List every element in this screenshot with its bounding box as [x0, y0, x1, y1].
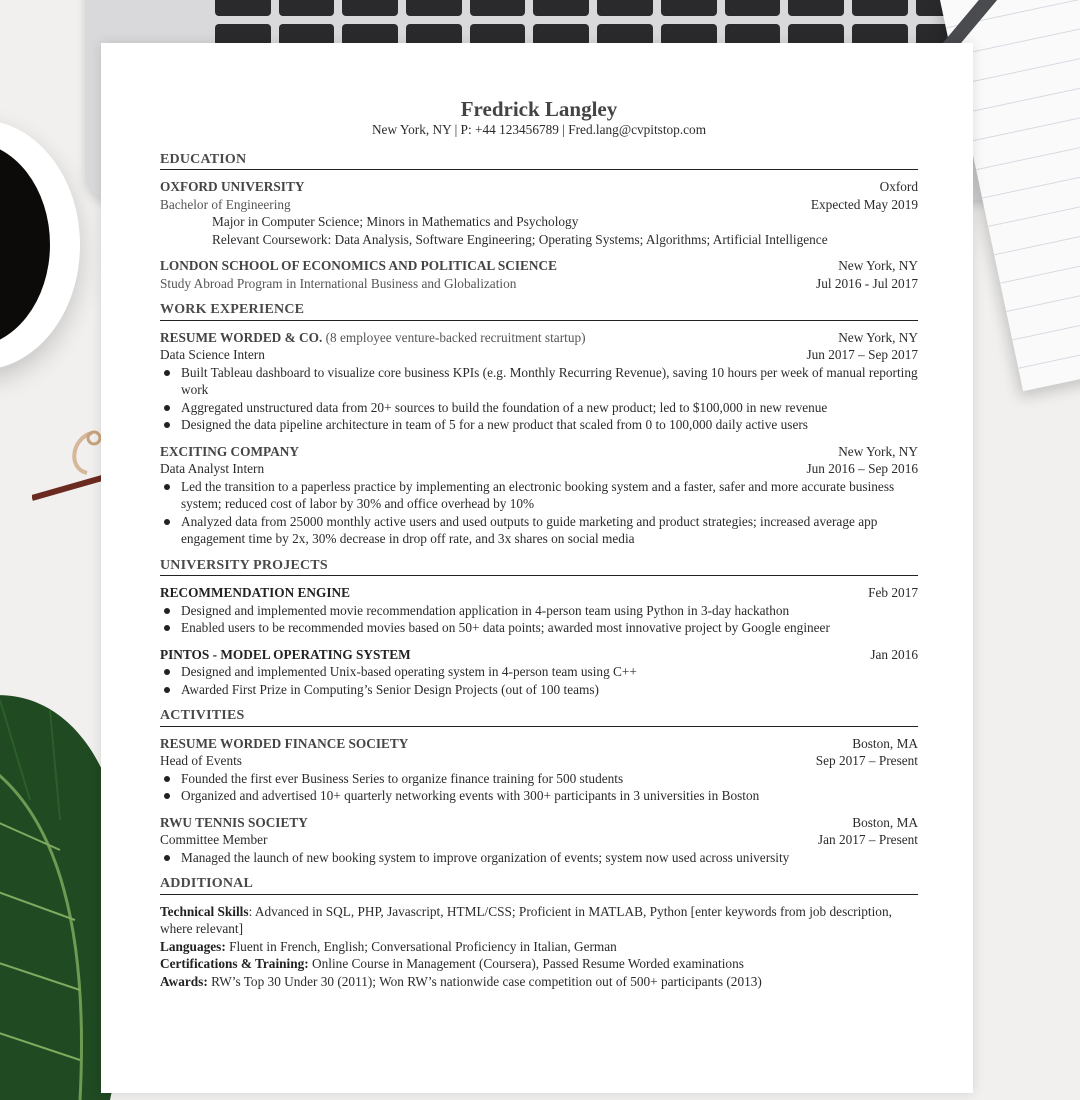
entry-role: Bachelor of Engineering: [160, 196, 291, 212]
list-item: Founded the first ever Business Series to organize finance training for 500 students: [160, 770, 918, 788]
list-item: Built Tableau dashboard to visualize core business KPIs (e.g. Monthly Recurring Revenue), saving 10 hours per week of manual reporting work: [160, 364, 918, 399]
entry-org: RECOMMENDATION ENGINE: [160, 585, 350, 600]
entry-role: Data Analyst Intern: [160, 461, 265, 476]
entry-location: New York, NY: [838, 443, 918, 459]
additional-label: Certifications & Training:: [160, 956, 309, 971]
resume-page: [101, 43, 973, 1093]
section-title-projects: UNIVERSITY PROJECTS: [160, 557, 918, 577]
list-item: Aggregated unstructured data from 20+ sources to build the foundation of a new product; led to $100,000 in new revenue: [160, 399, 918, 417]
resume-name: Fredrick Langley: [460, 97, 618, 121]
bullet-list: [160, 663, 918, 698]
coffee-cup: [0, 120, 80, 370]
bullet-list: [160, 478, 918, 548]
bullet-list: [160, 364, 918, 434]
additional-line: [160, 973, 918, 991]
entry-date: Sep 2017 – Present: [815, 753, 918, 768]
entry-date: Jan 2016: [870, 646, 918, 662]
list-item: Led the transition to a paperless practice by implementing an electronic booking system and a faster, safer and more accurate business system; reduced cost of labor by 30% and office overhead by 10%: [160, 478, 918, 513]
entry-date: Jan 2017 – Present: [817, 832, 918, 847]
bullet-list: [160, 849, 918, 867]
list-item: Enabled users to be recommended movies based on 50+ data points; awarded most innovative project by Google engineer: [160, 619, 918, 637]
additional-line: [160, 955, 918, 973]
list-item: Designed and implemented movie recommendation application in 4-person team using Python in 3-day hackathon: [160, 602, 918, 620]
section-title-activities: ACTIVITIES: [160, 707, 918, 727]
entry-role: Study Abroad Program in International Business and Globalization: [160, 275, 517, 291]
entry-location: Boston, MA: [852, 814, 918, 830]
list-item: Organized and advertised 10+ quarterly networking events with 300+ participants in 3 universities in Boston: [160, 787, 918, 805]
additional-line: [160, 903, 918, 938]
contact-line: New York, NY | P: +44 123456789 | Fred.lang@cvpitstop.com: [371, 122, 707, 137]
work-entry: [160, 329, 918, 434]
entry-org: RESUME WORDED & CO.: [160, 329, 323, 345]
entry-date: Feb 2017: [868, 585, 918, 600]
entry-org: OXFORD UNIVERSITY: [160, 179, 305, 194]
entry-role: Committee Member: [160, 832, 268, 847]
activity-entry: [160, 814, 918, 867]
entry-org: LONDON SCHOOL OF ECONOMICS AND POLITICAL SCIENCE: [160, 258, 558, 273]
additional-text: : Advanced in SQL, PHP, Javascript, HTML/CSS; Proficient in MATLAB, Python [enter keywords from job description, where relevant]: [160, 903, 892, 936]
entry-org: PINTOS - MODEL OPERATING SYSTEM: [160, 646, 411, 662]
entry-org: RESUME WORDED FINANCE SOCIETY: [160, 735, 409, 751]
entry-date: Expected May 2019: [810, 196, 918, 212]
list-item: Analyzed data from 25000 monthly active users and used outputs to guide marketing and product strategies; increased average app engagement time by 2x, 30% decrease in drop off rate, and 3x shares on social media: [160, 513, 918, 548]
activity-entry: [160, 735, 918, 805]
list-item: Designed the data pipeline architecture in team of 5 for a new product that scaled from 0 to 100,000 daily active users: [160, 416, 918, 434]
entry-date: Jun 2017 – Sep 2017: [806, 347, 918, 362]
entry-location: New York, NY: [838, 258, 918, 273]
entry-date: Jul 2016 - Jul 2017: [816, 275, 918, 291]
additional-label: Languages:: [160, 938, 226, 954]
entry-location: Oxford: [879, 179, 918, 194]
entry-org-note: (8 employee venture-backed recruitment startup): [325, 329, 586, 345]
list-item: Managed the launch of new booking system to improve organization of events; system now used across university: [160, 849, 918, 867]
additional-label: Awards:: [160, 973, 208, 989]
additional-block: [160, 903, 918, 991]
project-entry: [160, 584, 918, 637]
additional-label: Technical Skills: [160, 903, 249, 919]
entry-location: New York, NY: [838, 329, 918, 345]
section-title-work: WORK EXPERIENCE: [160, 301, 918, 321]
entry-org: RWU TENNIS SOCIETY: [160, 814, 308, 830]
additional-text: RW’s Top 30 Under 30 (2011); Won RW’s nationwide case competition out of 500+ participants (2013): [207, 973, 762, 989]
entry-role: Data Science Intern: [160, 347, 265, 362]
section-title-additional: ADDITIONAL: [160, 875, 918, 895]
work-entry: [160, 443, 918, 548]
project-entry: [160, 646, 918, 699]
resume-content: [160, 43, 918, 990]
list-item: Awarded First Prize in Computing’s Senior Design Projects (out of 100 teams): [160, 681, 918, 699]
entry-org: EXCITING COMPANY: [160, 443, 300, 459]
bullet-list: [160, 770, 918, 805]
section-title-education: EDUCATION: [160, 151, 918, 171]
entry-detail: Major in Computer Science; Minors in Mathematics and Psychology: [212, 214, 579, 229]
list-item: Designed and implemented Unix-based operating system in 4-person team using C++: [160, 663, 918, 681]
additional-text: Online Course in Management (Coursera), Passed Resume Worded examinations: [308, 956, 744, 971]
entry-role: Head of Events: [160, 753, 242, 768]
education-entry: [160, 178, 918, 248]
entry-detail: Relevant Coursework: Data Analysis, Software Engineering; Operating Systems; Algorithms; Artificial Intelligence: [212, 231, 828, 247]
bullet-list: [160, 602, 918, 637]
entry-location: Boston, MA: [852, 735, 918, 751]
additional-text: Fluent in French, English; Conversational Proficiency in Italian, German: [225, 938, 617, 954]
education-entry: [160, 257, 918, 292]
additional-line: [160, 938, 918, 956]
entry-date: Jun 2016 – Sep 2016: [806, 461, 918, 476]
